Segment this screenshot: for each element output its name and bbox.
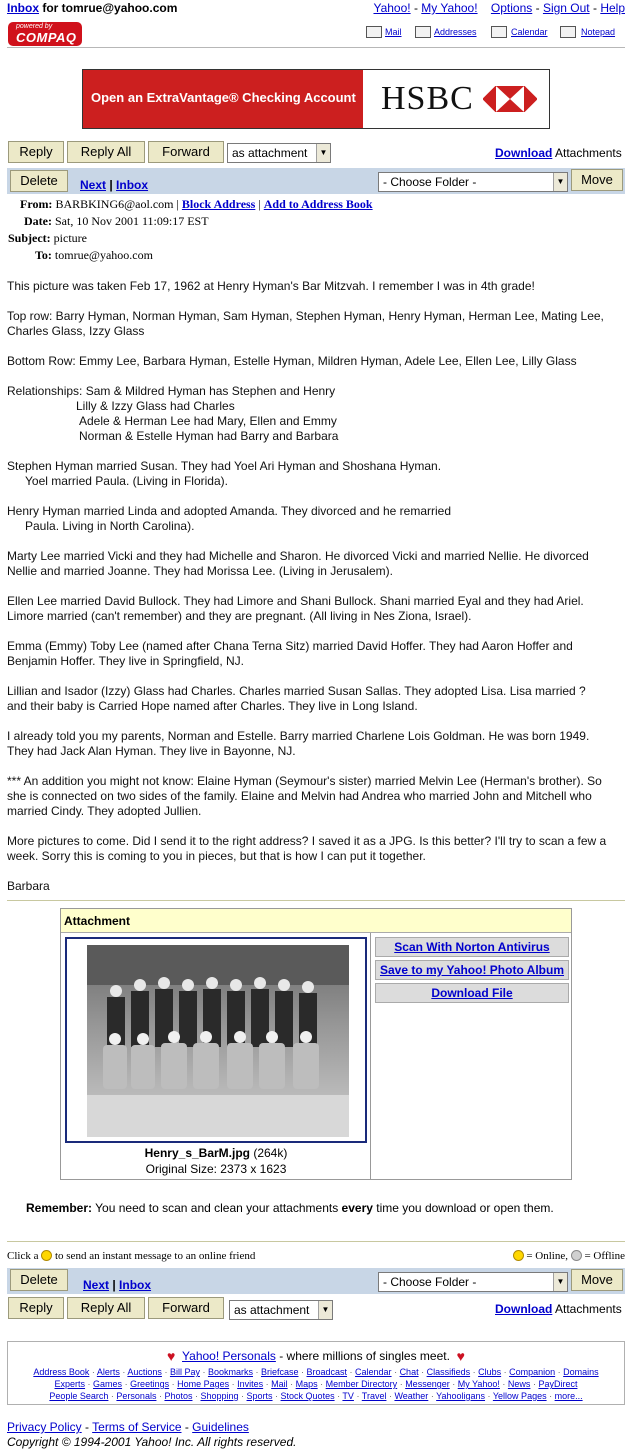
subject-value: picture xyxy=(53,231,87,245)
banner-text: Open an ExtraVantage® Checking Account xyxy=(83,70,363,128)
im-hint-text: Click a xyxy=(7,1250,42,1262)
chevron-down-icon: ▼ xyxy=(318,1301,332,1319)
account-text: for tomrue@yahoo.com xyxy=(39,1,178,15)
services-box xyxy=(7,1341,625,1405)
move-button[interactable]: Move xyxy=(571,169,623,191)
download-link[interactable]: Download xyxy=(495,146,553,160)
separator: · xyxy=(89,1367,97,1377)
my-yahoo-link[interactable]: My Yahoo! xyxy=(421,1,478,15)
forward-mode-value: as attachment xyxy=(234,1303,310,1317)
remember-label: Remember: xyxy=(26,1201,93,1215)
separator: · xyxy=(317,1379,326,1389)
body-line: she is connected on two sides of the family. Elaine and Melvin had Andrea who married John and Mitchell who xyxy=(7,789,592,803)
separator: · xyxy=(156,1391,165,1401)
online-smiley-icon xyxy=(513,1250,524,1261)
separator: · xyxy=(108,1391,117,1401)
body-line: married Cindy. They adopted Jullien. xyxy=(7,804,202,818)
forward-mode-value: as attachment xyxy=(232,146,308,160)
separator: · xyxy=(229,1379,238,1389)
service-link[interactable]: Home Pages xyxy=(177,1379,230,1389)
body-line: They had Jack Alan Hyman. They live in Bayonne, NJ. xyxy=(7,744,296,758)
service-link[interactable]: PayDirect xyxy=(538,1379,578,1389)
separator: · xyxy=(199,1367,208,1377)
divider xyxy=(7,900,625,901)
services-row-2 xyxy=(12,1379,620,1389)
delete-button[interactable]: Delete xyxy=(10,170,68,192)
service-link[interactable]: Sports xyxy=(246,1391,273,1401)
subject-row xyxy=(8,231,87,246)
body-line: Lilly & Izzy Glass had Charles xyxy=(76,399,235,413)
separator: · xyxy=(169,1379,178,1389)
body-line: More pictures to come. Did I send it to the right address? I saved it as a JPG. Is this better? I'll try to scan a few a xyxy=(7,834,607,848)
separator: · xyxy=(418,1367,427,1377)
body-line: Marty Lee married Vicki and they had Michelle and Sharon. He divorced Vicki and married Nellie. He divorced xyxy=(7,549,589,563)
separator: · xyxy=(530,1379,539,1389)
body-line: *** An addition you might not know: Elaine Hyman (Seymour's sister) married Melvin Lee (Herman's brother). So xyxy=(7,774,602,788)
separator: · xyxy=(353,1391,362,1401)
attachments-label: Attachments xyxy=(552,1302,622,1316)
services-row-1 xyxy=(12,1367,620,1377)
body-line: Norman & Estelle Hyman had Barry and Barbara xyxy=(79,429,339,443)
service-link[interactable]: Shopping xyxy=(200,1391,239,1401)
service-link[interactable]: Messenger xyxy=(405,1379,450,1389)
separator: · xyxy=(485,1391,493,1401)
separator: · xyxy=(386,1391,395,1401)
notepad-icon[interactable] xyxy=(560,26,576,38)
separator: · xyxy=(334,1391,343,1401)
service-link[interactable]: TV xyxy=(342,1391,354,1401)
to-value: tomrue@yahoo.com xyxy=(54,248,153,262)
top-bar: Inbox for tomrue@yahoo.com Yahoo! - My Yahoo! Options - Sign Out - Help xyxy=(7,1,625,15)
remember-emphasis: every xyxy=(341,1201,373,1215)
service-link[interactable]: Chat xyxy=(399,1367,419,1377)
body-line: Relationships: Sam & Mildred Hyman has Stephen and Henry xyxy=(7,384,336,398)
body-line: Bottom Row: Emmy Lee, Barbara Hyman, Estelle Hyman, Mildren Hyman, Adele Lee, Ellen Lee, Lilly Glass xyxy=(7,354,577,368)
file-size: (264k) xyxy=(250,1146,288,1160)
service-link[interactable]: more... xyxy=(554,1391,583,1401)
im-hint xyxy=(7,1250,255,1262)
choose-folder-select[interactable] xyxy=(378,172,568,192)
folder-value: - Choose Folder - xyxy=(383,175,477,189)
help-link[interactable]: Help xyxy=(600,1,625,15)
hsbc-logo-text: HSBC xyxy=(381,80,474,117)
separator: · xyxy=(119,1367,128,1377)
body-line: Top row: Barry Hyman, Norman Hyman, Sam Hyman, Stephen Hyman, Henry Hyman, Herman Lee, Mating Lee, xyxy=(7,309,604,323)
attachment-thumbnail[interactable] xyxy=(65,937,367,1143)
separator: · xyxy=(263,1379,272,1389)
presence-legend xyxy=(513,1250,625,1262)
reply-button[interactable]: Reply xyxy=(8,141,64,163)
scan-norton-link[interactable]: Scan With Norton Antivirus xyxy=(375,937,569,957)
compaq-logo: powered by COMPAQ xyxy=(8,22,82,46)
signature: Barbara xyxy=(7,879,50,893)
inbox-link[interactable]: Inbox xyxy=(7,1,39,15)
mail-link[interactable]: Mail xyxy=(385,27,402,37)
offline-label: = Offline xyxy=(581,1250,625,1262)
remember-text: You need to scan and clean your attachments xyxy=(92,1201,342,1215)
download-file-link[interactable]: Download File xyxy=(375,983,569,1003)
attachments-label: Attachments xyxy=(552,146,622,160)
separator: · xyxy=(499,1379,508,1389)
separator: · xyxy=(192,1391,201,1401)
inbox-nav-link-bottom[interactable]: Inbox xyxy=(119,1278,152,1292)
forward-mode-select[interactable] xyxy=(227,143,331,163)
body-line: Emma (Emmy) Toby Lee (named after Chana Terna Sitz) married David Hoffer. They had Aaron Hoffer and xyxy=(7,639,573,653)
date-value: Sat, 10 Nov 2001 11:09:17 EST xyxy=(54,214,209,228)
service-link[interactable]: Member Directory xyxy=(325,1379,398,1389)
to-label: To: xyxy=(35,248,52,262)
move-button-bottom[interactable]: Move xyxy=(571,1269,623,1291)
from-value: BARBKING6@aol.com xyxy=(55,197,174,211)
download-link-bottom[interactable]: Download xyxy=(495,1302,553,1316)
delete-button-bottom[interactable]: Delete xyxy=(10,1269,68,1291)
service-link[interactable]: Weather xyxy=(394,1391,429,1401)
forward-mode-select-bottom[interactable] xyxy=(229,1300,333,1320)
reply-button-bottom[interactable]: Reply xyxy=(8,1297,64,1319)
calendar-icon[interactable] xyxy=(491,26,507,38)
body-line: Limore married (can't remember) and they are pregnant. (All living in Nes Ziona, Israel). xyxy=(7,609,472,623)
mail-tools xyxy=(360,24,626,44)
options-link[interactable]: Options xyxy=(490,1,533,15)
add-to-address-book-link[interactable]: Add to Address Book xyxy=(263,197,373,211)
body-line: This picture was taken Feb 17, 1962 at Henry Hyman's Bar Mitzvah. I remember I was in 4th grade! xyxy=(7,279,535,293)
next-link[interactable]: Next xyxy=(80,178,107,192)
body-line: Lillian and Isador (Izzy) Glass had Charles. Charles married Susan Sallas. They adopted Lisa. Lisa married ? xyxy=(7,684,586,698)
body-line: Adele & Herman Lee had Mary, Ellen and Emmy xyxy=(79,414,337,428)
guidelines-link[interactable]: Guidelines xyxy=(192,1420,249,1434)
body-line: week. Sorry this is coming to you in pieces, but that is how I can put it together. xyxy=(7,849,426,863)
reply-all-button-bottom[interactable]: Reply All xyxy=(67,1297,145,1319)
choose-folder-select-bottom[interactable] xyxy=(378,1272,568,1292)
service-link[interactable]: Address Book xyxy=(33,1367,90,1377)
service-link[interactable]: Yellow Pages xyxy=(492,1391,547,1401)
personals-promo xyxy=(8,1348,624,1364)
body-line: Benjamin Hoffer. They live in Springfield, NJ. xyxy=(7,654,245,668)
hsbc-hexagon-icon xyxy=(483,86,537,112)
message-nav: Next | Inbox xyxy=(80,178,149,192)
service-link[interactable]: Travel xyxy=(361,1391,387,1401)
service-link[interactable]: Clubs xyxy=(478,1367,502,1377)
to-row xyxy=(35,248,153,263)
yahoo-personals-link[interactable]: Yahoo! Personals xyxy=(182,1349,276,1363)
service-link[interactable]: Bill Pay xyxy=(169,1367,200,1377)
forward-button[interactable]: Forward xyxy=(148,141,224,163)
separator: · xyxy=(555,1367,564,1377)
download-attachments-bottom xyxy=(495,1302,622,1316)
service-link[interactable]: Yahooligans xyxy=(436,1391,486,1401)
body-line: Ellen Lee married David Bullock. They had Limore and Shani Bullock. Shani married Eyal and they had Ariel. xyxy=(7,594,584,608)
footer-links: Privacy Policy - Terms of Service - Guidelines xyxy=(7,1420,249,1434)
body-line: Stephen Hyman married Susan. They had Yoel Ari Hyman and Shoshana Hyman. xyxy=(7,459,442,473)
service-link[interactable]: Stock Quotes xyxy=(280,1391,335,1401)
from-label: From: xyxy=(20,197,53,211)
service-link[interactable]: Mail xyxy=(271,1379,288,1389)
body-line: I already told you my parents, Norman and Estelle. Barry married Charlene Lois Goldman. He was born 1949. xyxy=(7,729,590,743)
personals-tagline: - where millions of singles meet. xyxy=(275,1349,450,1363)
date-label: Date: xyxy=(24,214,52,228)
chevron-down-icon: ▼ xyxy=(553,173,567,191)
original-size: Original Size: 2373 x 1623 xyxy=(145,1162,287,1176)
separator: · xyxy=(347,1367,356,1377)
service-link[interactable]: Greetings xyxy=(130,1379,170,1389)
yahoo-link[interactable]: Yahoo! xyxy=(373,1,411,15)
offline-smiley-icon xyxy=(571,1250,582,1261)
service-link[interactable]: Experts xyxy=(54,1379,86,1389)
date-row xyxy=(24,214,209,229)
remember-notice xyxy=(26,1201,554,1215)
attachment-heading: Attachment xyxy=(61,909,571,933)
body-line: Yoel married Paula. (Living in Florida). xyxy=(25,474,228,488)
body-line: Charles Glass, Izzy Glass xyxy=(7,324,145,338)
divider xyxy=(370,933,371,1179)
service-link[interactable]: Classifieds xyxy=(426,1367,471,1377)
terms-link[interactable]: Terms of Service xyxy=(92,1420,182,1434)
service-link[interactable]: Companion xyxy=(509,1367,556,1377)
separator: · xyxy=(161,1367,170,1377)
notepad-link[interactable]: Notepad xyxy=(581,27,616,37)
online-label: = Online, xyxy=(523,1250,571,1262)
photo-icon xyxy=(87,945,349,1137)
reply-all-button[interactable]: Reply All xyxy=(67,141,145,163)
service-link[interactable]: Personals xyxy=(116,1391,157,1401)
separator: · xyxy=(397,1379,406,1389)
body-line: and their baby is Carried Hope named after Charles. They live in Long Island. xyxy=(7,699,418,713)
from-row: From: BARBKING6@aol.com | Block Address | Add to Address Book xyxy=(20,197,373,211)
forward-button-bottom[interactable]: Forward xyxy=(148,1297,224,1319)
attachment-panel xyxy=(60,908,572,1180)
addresses-icon[interactable] xyxy=(415,26,431,38)
service-link[interactable]: Invites xyxy=(237,1379,264,1389)
heart-icon: ♥ xyxy=(456,1348,465,1364)
service-link[interactable]: Auctions xyxy=(127,1367,162,1377)
heart-icon: ♥ xyxy=(167,1348,176,1364)
body-line: Henry Hyman married Linda and adopted Amanda. They divorced and he remarried xyxy=(7,504,452,518)
service-link[interactable]: Broadcast xyxy=(306,1367,348,1377)
privacy-policy-link[interactable]: Privacy Policy xyxy=(7,1420,82,1434)
service-link[interactable]: People Search xyxy=(49,1391,109,1401)
calendar-link[interactable]: Calendar xyxy=(511,27,548,37)
separator: · xyxy=(470,1367,479,1377)
separator: · xyxy=(122,1379,131,1389)
mail-icon[interactable] xyxy=(366,26,382,38)
service-link[interactable]: News xyxy=(507,1379,531,1389)
hsbc-banner-ad[interactable] xyxy=(82,69,550,129)
service-link[interactable]: Briefcase xyxy=(260,1367,299,1377)
remember-text: time you download or open them. xyxy=(372,1201,554,1215)
folder-value: - Choose Folder - xyxy=(383,1275,477,1289)
service-link[interactable]: Games xyxy=(93,1379,123,1389)
download-attachments xyxy=(495,146,622,160)
separator: · xyxy=(272,1391,281,1401)
im-hint-text: to send an instant message to an online friend xyxy=(52,1250,256,1262)
separator: · xyxy=(238,1391,247,1401)
block-address-link[interactable]: Block Address xyxy=(181,197,256,211)
body-line: Paula. Living in North Carolina). xyxy=(25,519,195,533)
service-link[interactable]: Domains xyxy=(563,1367,599,1377)
message-nav-bottom: Next | Inbox xyxy=(83,1278,152,1292)
chevron-down-icon: ▼ xyxy=(316,144,330,162)
separator: · xyxy=(546,1391,555,1401)
service-link[interactable]: Alerts xyxy=(96,1367,120,1377)
service-link[interactable]: Calendar xyxy=(355,1367,392,1377)
addresses-link[interactable]: Addresses xyxy=(434,27,477,37)
service-link[interactable]: Bookmarks xyxy=(207,1367,253,1377)
separator: · xyxy=(298,1367,307,1377)
separator: · xyxy=(252,1367,261,1377)
body-line: Nellie and married Joanne. They had Morissa Lee. (Living in Jerusalem). xyxy=(7,564,393,578)
separator: · xyxy=(391,1367,400,1377)
divider xyxy=(7,1241,625,1242)
next-link-bottom[interactable]: Next xyxy=(83,1278,110,1292)
separator: · xyxy=(428,1391,437,1401)
service-link[interactable]: Photos xyxy=(164,1391,193,1401)
sign-out-link[interactable]: Sign Out xyxy=(542,1,590,15)
separator: · xyxy=(501,1367,510,1377)
service-link[interactable]: Maps xyxy=(295,1379,318,1389)
subject-label: Subject: xyxy=(8,231,51,245)
separator: · xyxy=(85,1379,94,1389)
separator: · xyxy=(287,1379,296,1389)
smiley-icon xyxy=(41,1250,52,1261)
service-link[interactable]: My Yahoo! xyxy=(457,1379,500,1389)
separator: · xyxy=(449,1379,458,1389)
save-photo-album-link[interactable]: Save to my Yahoo! Photo Album xyxy=(375,960,569,980)
copyright: Copyright © 1994-2001 Yahoo! Inc. All rights reserved. xyxy=(7,1435,297,1449)
divider xyxy=(7,47,625,48)
filename: Henry_s_BarM.jpg xyxy=(144,1146,250,1160)
group-photo-image xyxy=(87,945,349,1137)
attachment-filename xyxy=(61,1146,371,1160)
inbox-nav-link[interactable]: Inbox xyxy=(116,178,149,192)
chevron-down-icon: ▼ xyxy=(553,1273,567,1291)
services-row-3 xyxy=(12,1391,620,1401)
